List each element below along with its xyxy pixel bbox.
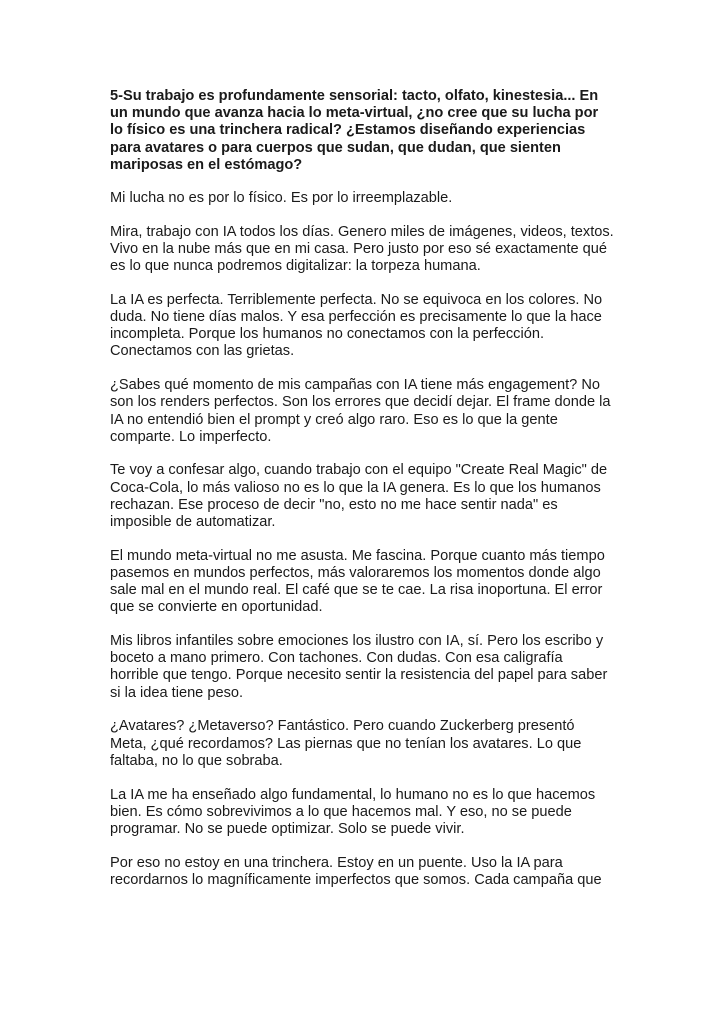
paragraph-line: rechazan. Ese proceso de decir "no, esto no me hace sentir nada" es — [110, 496, 558, 513]
answer-paragraph — [110, 190, 630, 207]
answer-paragraph — [110, 787, 630, 839]
paragraph-line: Mi lucha no es por lo físico. Es por lo irreemplazable. — [110, 190, 453, 207]
paragraph-line: incompleta. Porque los humanos no conectamos con la perfección. — [110, 326, 545, 343]
paragraph-line: faltaba, no lo que sobraba. — [110, 752, 283, 769]
paragraph-line: horrible que tengo. Porque necesito sentir la resistencia del papel para saber — [110, 667, 608, 684]
paragraph-line: pasemos en mundos perfectos, más valoraremos los momentos donde algo — [110, 564, 601, 581]
paragraph-line: bien. Es cómo sobrevivimos a lo que hacemos mal. Y eso, no se puede — [110, 803, 572, 820]
paragraph-line: duda. No tiene días malos. Y esa perfección es precisamente lo que la hace — [110, 309, 602, 326]
question-line: lo físico es una trinchera radical? ¿Estamos diseñando experiencias — [110, 122, 586, 139]
paragraph-line: boceto a mano primero. Con tachones. Con dudas. Con esa caligrafía — [110, 650, 563, 667]
paragraph-line: que se convierte en oportunidad. — [110, 599, 323, 616]
paragraph-line: Vivo en la nube más que en mi casa. Pero justo por eso sé exactamente qué — [110, 240, 608, 257]
question-line: mariposas en el estómago? — [110, 156, 303, 173]
paragraph-line: La IA me ha enseñado algo fundamental, lo humano no es lo que hacemos — [110, 786, 596, 803]
answer-paragraph — [110, 377, 630, 446]
answer-paragraph — [110, 855, 630, 889]
interview-question — [110, 88, 630, 174]
answer-paragraph — [110, 548, 630, 617]
paragraph-line: La IA es perfecta. Terriblemente perfecta. No se equivoca en los colores. No — [110, 291, 603, 308]
paragraph-line: Mira, trabajo con IA todos los días. Genero miles de imágenes, videos, textos. — [110, 223, 614, 240]
paragraph-line: es lo que nunca podremos digitalizar: la torpeza humana. — [110, 258, 481, 275]
paragraph-line: imposible de automatizar. — [110, 514, 276, 531]
paragraph-line: si la idea tiene peso. — [110, 684, 244, 701]
paragraph-line: Meta, ¿qué recordamos? Las piernas que no tenían los avatares. Lo que — [110, 735, 582, 752]
paragraph-line: IA no entendió bien el prompt y creó algo raro. Eso es lo que la gente — [110, 411, 558, 428]
answer-paragraph — [110, 633, 630, 702]
paragraph-line: Te voy a confesar algo, cuando trabajo con el equipo "Create Real Magic" de — [110, 462, 608, 479]
answer-paragraph — [110, 292, 630, 361]
paragraph-line: Coca-Cola, lo más valioso no es lo que la IA genera. Es lo que los humanos — [110, 479, 601, 496]
paragraph-line: Por eso no estoy en una trinchera. Estoy en un puente. Uso la IA para — [110, 854, 563, 871]
paragraph-line: Mis libros infantiles sobre emociones los ilustro con IA, sí. Pero los escribo y — [110, 633, 604, 650]
paragraph-line: programar. No se puede optimizar. Solo se puede vivir. — [110, 820, 465, 837]
answer-paragraph — [110, 718, 630, 770]
answer-paragraph — [110, 462, 630, 531]
paragraph-line: ¿Avatares? ¿Metaverso? Fantástico. Pero cuando Zuckerberg presentó — [110, 718, 575, 735]
document-page — [110, 88, 630, 906]
answer-paragraph — [110, 224, 630, 276]
paragraph-line: recordarnos lo magníficamente imperfectos que somos. Cada campaña que — [110, 871, 602, 888]
paragraph-line: Conectamos con las grietas. — [110, 343, 295, 360]
paragraph-line: sale mal en el mundo real. El café que se te cae. La risa inoportuna. El error — [110, 582, 603, 599]
paragraph-line: son los renders perfectos. Son los errores que decidí dejar. El frame donde la — [110, 394, 611, 411]
paragraph-line: ¿Sabes qué momento de mis campañas con IA tiene más engagement? No — [110, 377, 600, 394]
paragraph-line: El mundo meta-virtual no me asusta. Me fascina. Porque cuanto más tiempo — [110, 547, 605, 564]
question-line: un mundo que avanza hacia lo meta-virtual, ¿no cree que su lucha por — [110, 105, 599, 122]
question-line: para avatares o para cuerpos que sudan, que dudan, que sienten — [110, 139, 561, 156]
paragraph-line: comparte. Lo imperfecto. — [110, 428, 272, 445]
question-line: 5-Su trabajo es profundamente sensorial: tacto, olfato, kinestesia... En — [110, 88, 599, 104]
